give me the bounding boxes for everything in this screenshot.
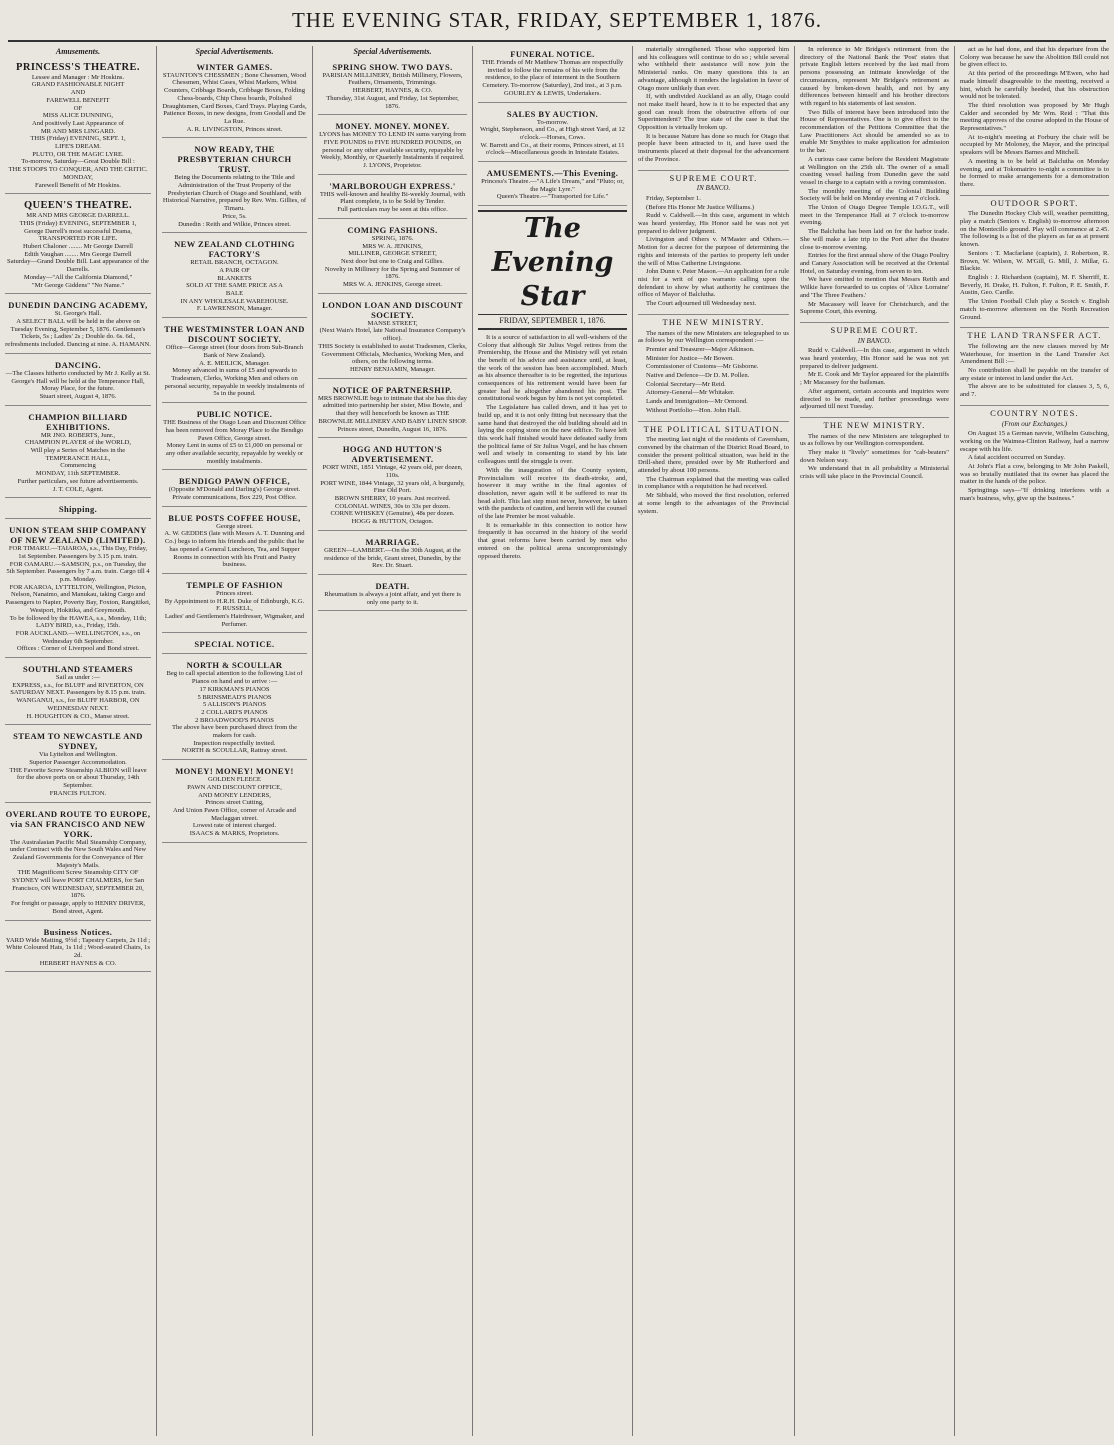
advertisement-line: Inspection respectfully invited. [193, 739, 276, 747]
column-3 [312, 46, 472, 1436]
article-paragraph: Lands and Immigration—Mr Ormond. [646, 398, 748, 406]
advertisement-line: CHAMPION PLAYER of the WORLD, [24, 439, 132, 447]
advertisement-line: MONDAY, 11th SEPTEMBER. [35, 470, 121, 478]
running-head: THE EVENING STAR, FRIDAY, SEPTEMBER 1, 1876. [291, 8, 823, 32]
article-paragraph: Friday, September 1. [646, 194, 701, 202]
editorial-paragraph: The third resolution was proposed by Mr Hugh Calder and seconded by Mr Wm. Reid : "That this meeting approves of the course adopted in the House of Representatives." [960, 101, 1109, 133]
advertisement-line: HERBERT, HAYNES, & CO. [352, 87, 433, 95]
editorial-paragraph: A curious case came before the Resident Magistrate at Wellington on the 25th ult. The owner of a small coasting vessel hailing from Dunedin gave the said vessel in charge to a captain with a roving commission. [800, 155, 949, 186]
advertisement-line: SPRING, 1876. [371, 234, 414, 242]
article-heading: THE POLITICAL SITUATION. [638, 421, 789, 434]
advertisement [162, 577, 307, 634]
advertisement-line: PORT WINE, 1851 Vintage, 42 years old, per dozen, 110s. [322, 464, 463, 479]
article-subheading: IN BANCO. [857, 336, 892, 345]
editorial-paragraph: The monthly meeting of the Colonial Building Society will be held on Monday evening at 7 o'clock. [800, 187, 949, 203]
advertisement-line: FOR OAMARU.—SAMSON, p.s., on Tuesday, the 5th September. Passengers by 7 a.m. train. Cargo till 4 p.m. Monday. [6, 560, 150, 584]
advertisement-line: Beg to call special attention to the following List of Pianos on hand and to arrive :— [166, 670, 303, 686]
article-paragraph: Livingston and Others v. M'Master and Others.—Motion for a decree for the purpose of determining the rights and interests of the parties to property left under the will of Miss Catherine Livingstone. [638, 236, 789, 267]
advertisement-line: SOLD AT THE SAME PRICE AS A [186, 282, 283, 290]
article-paragraph: At John's Flat a cow, belonging to Mr John Paskell, was so brutally mutilated that its owner has placed the matter in the hands of the police. [960, 463, 1109, 486]
advertisement-line: F. LAWRENSON, Manager. [196, 305, 273, 313]
advertisement-line: BALE [225, 290, 244, 298]
advertisement-line: GREEN—LAMBERT.—On the 30th August, at the residence of the bride, Grant street, Dunedin, by the Rev. Dr. Stuart. [324, 546, 461, 570]
advertisement [162, 406, 307, 470]
advertisement-line: Farewell Benefit of Mr Hoskins. [35, 181, 121, 189]
article-paragraph: A fatal accident occurred on Sunday. [968, 454, 1065, 462]
advertisement-line: Saturday—Grand Double Bill. Last appearance of the Darrells. [7, 258, 149, 274]
article-paragraph: (Before His Honor Mr Justice Williams.) [646, 203, 755, 211]
advertisement [162, 236, 307, 318]
advertisement-line: A. R. LIVINGSTON, Princes street. [186, 125, 283, 133]
advertisement-heading: MONEY! MONEY! MONEY! [175, 766, 294, 777]
advertisement-heading: STEAM TO NEWCASTLE AND SYDNEY, [13, 731, 143, 752]
advertisement [318, 297, 467, 379]
advertisement-line: FOR AUCKLAND.—WELLINGTON, s.s., on Wednesday 6th September. [15, 629, 141, 645]
advertisement-heading: UNION STEAM SHIP COMPANY OF NEW ZEALAND (LIMITED). [9, 525, 147, 546]
article-paragraph: We understand that in all probability a Ministerial crisis will take place in the Provincial Council. [800, 465, 949, 481]
advertisement-line: (Next Wain's Hotel, late National Insurance Company's office). [319, 327, 466, 343]
article-heading: SUPREME COURT. [800, 322, 949, 335]
advertisement-line: The Australasian Pacific Mail Steamship Company, under Contract with the New South Wales and New Zealand Governments for the Conveyance of Her Majesty's Mails. [9, 838, 147, 869]
article-paragraph: The meeting last night of the residents of Caversham, convened by the chairman of the District Road Board, to consider the present political situation, was held in the Drill-shed there, presided over by Mr Rutherford and attended by about 100 persons. [638, 436, 789, 475]
section-heading: Special Advertisements. [195, 47, 274, 56]
advertisement-line: Thursday, 31st August, and Friday, 1st September, 1876. [326, 94, 459, 110]
advertisement-heading: DEATH. [375, 580, 410, 591]
editorial-paragraph: materially strengthened. Those who supported him and his colleagues will continue to do so ; while several who withheld their assistance will now join the Ministerial ranks. On many questions this is an advantage, although it renders the legislation in favor of Otago more unlikely than ever. [638, 46, 789, 92]
advertisement-line: THE Business of the Otago Loan and Discount Office has been removed from Moray Place to the Bendigo Pawn Office, George street. [163, 419, 306, 442]
article-paragraph: Without Portfolio—Hon. John Hall. [646, 406, 741, 414]
advertisement-line: Ladies' and Gentlemen's Hairdresser, Wigmaker, and Perfumer. [164, 613, 305, 628]
advertisement [5, 728, 151, 802]
article-paragraph: Native and Defence—Dr D. M. Pollen. [646, 372, 750, 380]
advertisement-heading: TEMPLE OF FASHION [186, 579, 283, 590]
article-paragraph: They make it "lively" sometimes for "cab-beaters" down Nelson way. [800, 449, 949, 464]
advertisement-line: Monday—"All the California Diamond," [23, 273, 133, 281]
editorial-paragraph: The Balclutha has been laid on for the harbor trade. She will make a late trip to the Port after the theatre close to-morrow evening. [800, 228, 949, 251]
editorial-paragraph: The Union of Otago Degree Temple I.O.G.T., will meet in the Temperance Hall at 7 o'clock to-morrow evening. [800, 204, 949, 227]
advertisement [5, 661, 151, 725]
advertisement-line: PARISIAN MILLINERY, British Millinery, Flowers, Feathers, Ornaments, Trimmings. [322, 71, 463, 87]
advertisement-line: THE Friends of Mr Matthew Thomas are respectfully invited to follow the remains of his wife from the residence, to the place of interment in the Southern Cemetery. To-morrow (Saturday), 2nd inst., at 3 p.m. [481, 59, 624, 90]
advertisement-line: Via Lyttelton and Wellington. [38, 751, 118, 759]
advertisement-line: RETAIL BRANCH, OCTAGON. [190, 259, 279, 267]
advertisement-line: FRANCIS FULTON. [49, 789, 107, 797]
advertisement-line: W. Barrett and Co., at their rooms, Princes street, at 11 o'clock—Miscellaneous goods in Intestate Estates. [480, 141, 625, 157]
advertisement-line: GRAND FASHIONABLE NIGHT [31, 81, 125, 89]
advertisement-line: And Union Pawn Office, corner of Arcade and Maclaggan street. [173, 807, 296, 822]
advertisement-heading: Shipping. [58, 504, 98, 515]
article-paragraph: The Chairman explained that the meeting was called in compliance with a requisition he had received. [638, 475, 789, 491]
article-paragraph: The Court adjourned till Wednesday next. [646, 300, 757, 308]
article-heading: THE NEW MINISTRY. [800, 417, 949, 430]
advertisement-line: To be followed by the HAWEA, s.s., Monday, 11th; LADY BIRD, s.s., Friday, 15th. [9, 614, 147, 630]
article-paragraph: The Union Football Club play a Scotch v. English match to-morrow afternoon on the North Recreation Ground. [960, 298, 1109, 321]
advertisement-line: George Darrell's most successful Drama, [24, 227, 132, 235]
advertisement-line: TEMPERANCE HALL, [45, 454, 111, 462]
advertisement-line: MRS BROWNLIE begs to intimate that she has this day admitted into partnership her sister, Miss Bowie, and that they will henceforth be known as THE BROWNLIE MILLINERY AND BABY LINEN SHOP. [318, 394, 467, 425]
advertisement-heading: AMUSEMENTS.—This Evening. [486, 168, 619, 179]
advertisement-heading: PUBLIC NOTICE. [196, 409, 273, 420]
advertisement-line: GOLDEN FLEECE [208, 776, 261, 784]
article-paragraph: Colonial Secretary—Mr Reid. [646, 380, 726, 388]
advertisement-line: Private communications, Box 229, Post Office. [172, 494, 297, 502]
article-paragraph: Premier and Treasurer—Major Atkinson. [646, 345, 755, 353]
advertisement-line: HOGG & HUTTON, Octagon. [351, 518, 434, 526]
advertisement [5, 806, 151, 921]
advertisement [162, 636, 307, 654]
article-subheading: (From our Exchanges.) [1001, 419, 1068, 428]
advertisement-line: MRS W. A. JENKINS, [362, 242, 423, 250]
advertisement-line: For freight or passage, apply to HENRY DRIVER, Bond street, Agent. [11, 900, 145, 915]
editorial-paragraph: A meeting is to be held at Balclutha on Monday evening, and at Tokomairiro to-night a committee is to be formed to make arrangements for a demonstration there. [960, 157, 1109, 188]
editorial-paragraph: It is a source of satisfaction to all well-wishers of the Colony that although Sir Julius Vogel retires from the Premiership, the House and the Ministry will yet retain the benefit of his advice and assistance until, at least, the work of the session has been accomplished. Much as his absence thereafter is to be regretted, the injurious consequences of his retirement would have been far greater had he altogether abandoned his post. The constitutional work begun by him is not yet completed. [478, 333, 627, 403]
advertisement-line: Wright, Stephenson, and Co., at High street Yard, at 12 o'clock.—Horses, Cows. [480, 126, 625, 141]
editorial-paragraph: At to-night's meeting at Forbury the chair will be occupied by Mr Moloney, the Mayor, and the principal speakers will be Messrs Barnes and Mitchell. [960, 133, 1109, 157]
advertisement [162, 510, 307, 574]
advertisement [5, 501, 151, 519]
article-paragraph: English : J. Richardson (captain), M. F. Sherriff, E. Beverly, H. Drake, H. Fulton, F. Fulton, P. E. Smith, F. Austin, Geo. Cardle. [960, 273, 1109, 297]
advertisement [318, 59, 467, 116]
article-paragraph: On August 15 a German navvie, Wilhelm Gutsching, working on the Waimea-Clinton Railway, had a narrow escape with his life. [960, 430, 1109, 453]
advertisement-line: LIFE'S DREAM. [55, 143, 101, 151]
advertisement-line: FOR AKAROA, LYTTELTON, Wellington, Picton, Nelson, Nanaimo, and Manukau, taking Cargo and Passengers to Napier, Poverty Bay, Foxton, Rangitikei, Westport, Hokitika, and Greymouth. [5, 583, 151, 614]
advertisement-line: Next door but one to Craig and Gillies. [341, 257, 444, 265]
advertisement-line: FAREWELL BENEFIT [46, 96, 110, 104]
advertisement [478, 46, 627, 103]
article-heading: SUPREME COURT. [638, 170, 789, 183]
advertisement-line: Price, 5s. [222, 212, 247, 220]
advertisement-line: Novelty in Millinery for the Spring and Summer of 1876. [324, 265, 461, 281]
advertisement-line: Superior Passenger Accommodation. [29, 759, 127, 766]
advertisement-heading: NORTH & SCOULLAR [186, 660, 283, 671]
advertisement-line: Princess's Theatre.—"A Life's Dream," and "Pluto; or, the Magic Lyre." [481, 178, 624, 193]
column-4 [472, 46, 632, 1436]
advertisement-line: BROWN SHERRY, 10 years. Just received. [334, 495, 451, 503]
advertisement-line: F. RUSSELL, [216, 605, 253, 613]
advertisement-line: Princes street. [216, 589, 253, 597]
advertisement-line: MR JNO. ROBERTS, Junr., [40, 431, 116, 439]
article-paragraph: Attorney-General—Mr Whitaker. [646, 389, 735, 397]
advertisement-line: THE STOOPS TO CONQUER, AND THE CRITIC. [8, 166, 148, 174]
advertisement [162, 141, 307, 233]
advertisement-line: A. E. MEILICK, Manager. [199, 359, 270, 367]
article-heading: THE NEW MINISTRY. [638, 314, 789, 327]
editorial-paragraph: act as he had done, and that his departure from the Colony was because he saw the Abolition Bill could not be given effect to. [960, 46, 1109, 69]
article-paragraph: John Dunn v. Peter Mason.—An application for a rule nisi for a writ of quo warranto calling upon the defendant to show by what authority he continues the office of Mayor of Balclutha. [638, 268, 789, 299]
advertisement-line: J. T. COLE, Agent. [52, 485, 104, 493]
advertisement [318, 441, 467, 531]
advertisement [478, 165, 627, 206]
advertisement-line: Dunedin : Reith and Wilkie, Princes street. [178, 220, 291, 228]
advertisement-line: Stuart street, August 4, 1876. [39, 392, 117, 400]
advertisement-heading: BENDIGO PAWN OFFICE, [178, 476, 291, 487]
advertisement-line: Princes street, Dunedin, August 16, 1876. [337, 425, 448, 433]
article-paragraph: Seniors : T. Macfarlane (captain), J. Robertson, R. Brown, W. Wilson, W. M'Gill, G. Mill, J. Millar, G. Blackie. [960, 249, 1109, 273]
advertisement-line: Further particulars, see future advertisements. [17, 477, 139, 485]
advertisement-line: THE Favorite Screw Steamship ALBION will leave for the above ports on or about Thursday, 14th September. [9, 766, 147, 790]
article-paragraph: Rudd v. Caldwell.—In this case, argument in which was heard yesterday, His Honor said he was not yet prepared to deliver judgment. [800, 347, 949, 370]
advertisement-line: —The Classes hitherto conducted by Mr J. Kelly at St. George's Hall will be held at the Temperance Hall, Moray Place, for the future. [5, 369, 151, 393]
advertisement-heading: MONEY. MONEY. MONEY. [335, 121, 450, 132]
advertisement-heading: SPECIAL NOTICE. [194, 639, 275, 650]
article-paragraph: Mr E. Cook and Mr Taylor appeared for the plaintiffs ; Mr Macassey for the bailsman. [800, 371, 949, 387]
advertisement-line: St. George's Hall. [54, 310, 102, 318]
editorial-paragraph: In reference to Mr Bridges's retirement from the directory of the National Bank the 'Post' states that private English letters received by the last mail from persons possessing an intimate knowledge of the circumstances, represent Mr Bridges's retirement as caused by broken-down health, and not by any differences between himself and his brother directors with regard to his statements of last session. [800, 46, 949, 107]
advertisement-heading: COMING FASHIONS. [347, 224, 438, 235]
advertisement-line: HENRY BENJAMIN, Manager. [349, 365, 436, 373]
advertisement-line: A SELECT BALL will be held in the above on Tuesday Evening, September 5, 1876. Gentlemen's Tickets, 5s ; Ladies' 2s ; Double do. 6s. 6d., refreshments included. Dancing at nine. A. HAMANN. [5, 317, 151, 349]
advertisement-heading: SPRING SHOW. TWO DAYS. [332, 61, 453, 72]
advertisement-line: Money Lent in sums of £5 to £1,000 on personal or any other available security, repayable by weekly or monthly instalments. [165, 442, 304, 465]
advertisement [318, 578, 467, 611]
advertisement [5, 924, 151, 973]
article-subheading: IN BANCO. [696, 184, 731, 193]
advertisement-line: IN ANY WHOLESALE WAREHOUSE. [180, 297, 289, 305]
article-heading: THE LAND TRANSFER ACT. [960, 327, 1109, 340]
advertisement-line: MRS W. A. JENKINS, George street. [343, 281, 442, 289]
advertisement-line: Sail as under :— [55, 674, 101, 682]
advertisement [162, 321, 307, 403]
editorial-paragraph: Entries for the first annual show of the Otago Poultry and Canary Association will be received at the Oriental Hotel, on Saturday evening, from seven to ten. [800, 252, 949, 275]
advertisement-heading: DANCING. [55, 359, 101, 370]
advertisement-heading: SALES BY AUCTION. [506, 108, 599, 119]
section-heading: Amusements. [55, 47, 101, 56]
advertisement-line: MISS ALICE DUNNING, [42, 112, 114, 120]
advertisement [5, 297, 151, 354]
advertisement [162, 473, 307, 506]
column-6 [794, 46, 954, 1436]
advertisement [318, 118, 467, 175]
advertisement-line: MR AND MRS LINGARD. [40, 127, 116, 135]
advertisement-line: "Mr George Giddens" "No Name." [31, 281, 125, 289]
article-paragraph: The following are the new clauses moved by Mr Waterhouse, for insertion in the Land Transfer Act Amendment Bill :— [960, 342, 1109, 366]
advertisement-line: Money advanced in sums of £5 and upwards to Tradesmen, Clerks, Working Men and others on personal security, repayable in weekly instalments of 5s in the pound. [164, 367, 305, 398]
column-1 [0, 46, 156, 1436]
column-5 [632, 46, 794, 1436]
advertisement-line: Rheumatism is always a joint affair, and yet there is only one party to it. [324, 590, 461, 606]
advertisement-line: BLANKETS [217, 274, 252, 282]
advertisement-heading: PRINCESS'S THEATRE. [16, 61, 140, 73]
editorial-paragraph: It is because Nature has done so much for Otago that people have been attracted to it, and have used the instruments placed at their disposal for the advancement of the Province. [638, 132, 789, 163]
advertisement-line: The above have been purchased direct from the makers for cash. [171, 724, 298, 740]
advertisement-line: Lessee and Manager : Mr Hoskins. [31, 73, 125, 81]
editorial-paragraph: At this period of the proceedings M'Ewen, who had made himself disagreeable to the meeting, received a hint, which he carefully heeded, that his obstruction would not be tolerated. [960, 70, 1109, 101]
advertisement-line: Queen's Theatre.—"Transported for Life." [496, 193, 609, 201]
advertisement-line: THE Magnificent Screw Steamship CITY OF SYDNEY will leave PORT CHALMERS, for San Francisco, ON WEDNESDAY, SEPTEMBER 20, 1876. [11, 869, 145, 900]
editorial-paragraph: The Legislature has called down, and it has yet to build up, and it is not only fitting but necessary that the same hand that destroyed the old building should aid in laying the coping stone on the new edifice. To have left this work half finished would have defeated sadly from the political fame of Sir Julius Vogel, and he has chosen well and wisely in consenting to stand by his late colleagues until the struggle is over. [478, 404, 627, 466]
advertisement-line: Princes street Cutting, [205, 799, 264, 807]
advertisement-line: 5 ALLISON'S PIANOS [202, 701, 267, 709]
article-heading: OUTDOOR SPORT. [960, 195, 1109, 208]
dateline: FRIDAY, SEPTEMBER 1, 1876. [478, 315, 627, 330]
advertisement [318, 222, 467, 294]
article-paragraph: Commissioner of Customs—Mr Gisborne. [646, 363, 759, 371]
advertisement-heading: THE WESTMINSTER LOAN AND DISCOUNT SOCIETY. [164, 324, 305, 345]
article-paragraph: No contribution shall be payable on the transfer of any estate or interest in land under the Act. [960, 367, 1109, 382]
advertisement-line: H. HOUGHTON & CO., Manse street. [26, 712, 130, 720]
advertisement-line: FOR TIMARU.—TAIAROA, s.s., This Day, Friday, 1st September. Passengers by 3.15 p.m. train. [8, 545, 148, 560]
advertisement [318, 382, 467, 439]
advertisement [5, 59, 151, 195]
advertisement-line: THIS Society is established to assist Tradesmen, Clerks, Government Officials, Mechanics, Working Men, and others, on the following terms. [318, 342, 467, 366]
advertisement-line: PAWN AND DISCOUNT OFFICE, [187, 783, 282, 791]
advertisement-line: AND MONEY LENDERS, [198, 791, 271, 799]
advertisement-heading: NOW READY, THE PRESBYTERIAN CHURCH TRUST. [177, 144, 292, 175]
advertisement-line: MR AND MRS GEORGE DARRELL. [26, 212, 130, 220]
advertisement-heading: MARRIAGE. [365, 536, 420, 547]
advertisement-line: EXPRESS, s.s., for BLUFF and RIVERTON, ON SATURDAY NEXT. Passengers by 8.15 p.m. train. [10, 681, 146, 697]
advertisement-heading: NEW ZEALAND CLOTHING FACTORY'S [174, 239, 295, 260]
advertisement-line: Offices : Corner of Liverpool and Bond street. [16, 645, 140, 653]
advertisement-heading: BLUE POSTS COFFEE HOUSE, [168, 512, 301, 523]
article-paragraph: The above are to be substituted for clauses 3, 5, 6, and 7. [960, 383, 1109, 399]
editorial-paragraph: With the inauguration of the County system, Provincialism will receive its death-stroke, and, however it may writhe in the final agonies of dissolution, never again will it be suffered to rear its head aloft. This last step must never, however, be taken with the pandects of caution, and herein will the counsel of the late Premier be most valuable. [478, 466, 627, 521]
advertisement-line: OF [73, 104, 83, 112]
advertisement-line: ISAACS & MARKS, Proprietors. [189, 830, 280, 838]
advertisement-line: Lowest rate of interest charged. [192, 822, 277, 830]
advertisement-line: George street. [216, 522, 253, 530]
advertisement [318, 178, 467, 219]
advertisement-line: (Opposite M'Donald and Darling's) George street. [168, 486, 301, 494]
advertisement-line: Commencing [60, 462, 96, 470]
advertisement-heading: NOTICE OF PARTNERSHIP. [332, 384, 453, 395]
masthead-rule [8, 40, 1106, 42]
newspaper-nameplate: The Evening Star [478, 210, 627, 315]
editorial-paragraph: If, with undivided Auckland as an ally, Otago could not make itself heard, how is it to be expected that any good can result from the obstructive efforts of our Superintendent? The true state of the case is that the Opposition is virtually broken up. [638, 93, 789, 132]
advertisement-line: COLONIAL WINES, 30s to 33s per dozen. [334, 502, 450, 510]
article-paragraph: The names of the new Ministers are telegraphed to us as follows by our Wellington correspondent :— [638, 329, 789, 345]
advertisement-line: PORT WINE, 1844 Vintage, 32 years old, A burgundy, Fine Old Port. [320, 479, 465, 495]
advertisement-line: 17 KIRKMAN'S PIANOS [199, 685, 270, 693]
advertisement-line: Full particulars may be seen at this office. [337, 206, 448, 214]
editorial-paragraph: We have omitted to mention that Messrs Reith and Wilkie have forwarded to us copies of 'Alice Lorraine' and 'The Three Feathers.' [800, 276, 949, 299]
article-paragraph: The Dunedin Hockey Club will, weather permitting, play a match (Seniors v. English) to-morrow afternoon on the Montecillo ground. Play will commence at 2.45. The following is a list of the players as far as at present known. [960, 210, 1109, 249]
section-heading: Special Advertisements. [353, 47, 432, 56]
editorial-paragraph: Two Bills of interest have been introduced into the House of Representatives. One is to give effect to the recommendation of the Petitions Committee that the Law Practitioners Act should be amended so as to enable Mr Smythies to make application for admission to the bar. [800, 108, 949, 155]
advertisement-line: By Appointment to H.R.H. Duke of Edinburgh, K.G. [164, 597, 305, 605]
advertisement-line: PLUTO, OR THE MAGIC LYRE. [32, 150, 124, 158]
advertisement [5, 409, 151, 499]
article-paragraph: Rudd v. Caldwell.—In this case, argument in which was heard yesterday, His Honor said he was not yet prepared to deliver judgment. [638, 212, 789, 235]
advertisement [5, 522, 151, 658]
article-paragraph: The names of the new Ministers are telegraphed to us as follows by our Wellington correspondent. [800, 432, 949, 448]
advertisement-line: THIS (Friday) EVENING, SEPTEMBER 1, [19, 219, 137, 227]
advertisement-heading: QUEEN'S THEATRE. [23, 200, 133, 212]
advertisement-line: CORNE WHISKEY (Genuine), 48s per dozen. [330, 510, 455, 518]
advertisement-line: 5 BRINSMEAD'S PIANOS [197, 693, 272, 701]
advertisement [162, 59, 307, 139]
advertisement-line: Will play a Series of Matches in the [30, 447, 126, 455]
advertisement-line: STAUNTON'S CHESSMEN ; Bone Chessmen, Wood Chessmen, Whist Cases, Whist Markers, Whist Counters, Cribbage Boards, Cribbage Boxes, Folding Chess-boards, Chip Chess boards, Polished Draughtsmen, Card Boxes, Card Trays. Playing Cards, Patience Boxes, in new designs, from Goodall and De La Rue. [162, 71, 307, 125]
advertisement-line: WANGANUI, s.s., for BLUFF HARBOR, ON WEDNESDAY NEXT. [16, 697, 140, 712]
advertisement [5, 197, 151, 294]
advertisement-line: A PAIR OF [219, 266, 250, 274]
article-paragraph: Springtings says—"If drinking interferes with a man's business, why, give up the business." [960, 487, 1109, 502]
advertisement-line: 2 BROADWOOD'S PIANOS [195, 716, 274, 724]
advertisement-line: A. W. GEDDES (late with Messrs A. T. Dunning and Co.) begs to inform his friends and the public that he has opened a General Luncheon, Tea, and Supper Rooms in connection with his Fruit and Pastry business. [164, 530, 305, 569]
advertisement-line: And positively Last Appearance of [32, 119, 124, 127]
advertisement-line: AND [70, 89, 86, 97]
advertisement-heading: Business Notices. [43, 926, 113, 937]
advertisement-line: 2 COLLARD'S PIANOS [201, 708, 268, 716]
advertisement [318, 534, 467, 575]
article-paragraph: Mr Sibbald, who moved the first resolution, referred at some length to the advantages of the Provincial system. [638, 492, 789, 515]
advertisement-line: Office—George street (four doors from Sub-Branch Bank of New Zealand). [165, 344, 304, 359]
advertisement-heading: CHAMPION BILLIARD EXHIBITIONS. [28, 411, 128, 432]
advertisement-line: HERBERT HAYNES & CO. [39, 959, 117, 967]
advertisement-line: To-morrow, Saturday—Great Double Bill : [21, 158, 135, 166]
advertisement-heading: DUNEDIN DANCING ACADEMY, [8, 300, 148, 311]
column-7 [954, 46, 1114, 1436]
advertisement-line: NORTH & SCOULLAR, Rattray street. [181, 747, 288, 755]
advertisement-line: GOURLEY & LEWIS, Undertakers. [504, 89, 601, 97]
column-2 [156, 46, 312, 1436]
advertisement [162, 657, 307, 760]
advertisement-heading: SOUTHLAND STEAMERS [23, 664, 133, 675]
advertisement-line: Hubert Chaloner ........ Mr George Darrell [23, 243, 133, 251]
article-heading: COUNTRY NOTES. [960, 405, 1109, 418]
advertisement-line: Edith Vaughan ........ Mrs George Darrell [24, 250, 132, 258]
advertisement-heading: LONDON LOAN AND DISCOUNT SOCIETY. [322, 299, 463, 320]
advertisement-heading: 'MARLBOROUGH EXPRESS.' [329, 180, 456, 191]
advertisement-heading: OVERLAND ROUTE TO EUROPE, via SAN FRANCISCO AND NEW YORK. [5, 808, 151, 839]
editorial-paragraph: Mr Macassey will leave for Christchurch, and the Supreme Court, this evening. [800, 300, 949, 316]
advertisement-line: YARD Wide Matting, 9½d ; Tapestry Carpets, 2s 11d ; White Coloured Hats, 1s 11d ; Wood-seated Chairs, 1s 2d. [5, 936, 151, 959]
advertisement [478, 106, 627, 163]
advertisement [5, 357, 151, 406]
advertisement-heading: FUNERAL NOTICE. [510, 49, 595, 59]
advertisement-line: J. LYONS, Proprietor. [363, 162, 422, 170]
advertisement-line: THIS well-known and healthy Bi-weekly Journal, with Plant complete, is to be Sold by Tender. [319, 190, 466, 206]
editorial-paragraph: It is remarkable in this connection to notice how frequently it has occurred in the history of the world that great reforms have been carried by men who entered on the political arena uncompromisingly opposed thereto. [478, 521, 627, 560]
advertisement-line: THIS (Friday) EVENING, SEPT. 1, [30, 135, 126, 143]
advertisement-line: MANSE STREET, [367, 319, 418, 327]
article-paragraph: After argument, certain accounts and inquiries were directed to be made, and further proceedings were adjourned till next Tuesday. [800, 387, 949, 411]
advertisement-line: MILLINER, GEORGE STREET, [348, 250, 437, 258]
advertisement-line: Being the Documents relating to the Title and Administration of the Trust Property of the Presbyterian Church of Otago and Southland, with Historical Narrative, prepared by Rev. Wm. Gillies, of Timaru. [162, 174, 307, 213]
advertisement-line: LYONS has MONEY TO LEND IN sums varying from FIVE POUNDS to FIVE HUNDRED POUNDS, on personal or any other available security, repayable by Weekly, Monthly, or Quarterly Instalments if required. [319, 131, 466, 162]
advertisement-line: MONDAY, [63, 173, 93, 181]
advertisement-line: To-morrow. [536, 118, 569, 126]
advertisement [162, 763, 307, 843]
article-paragraph: Minister for Justice—Mr Bowen. [646, 354, 734, 362]
advertisement-heading: HOGG AND HUTTON'S ADVERTISEMENT. [342, 444, 443, 465]
advertisement-heading: WINTER GAMES. [196, 61, 273, 72]
advertisement-line: TRANSPORTED FOR LIFE. [38, 235, 118, 243]
